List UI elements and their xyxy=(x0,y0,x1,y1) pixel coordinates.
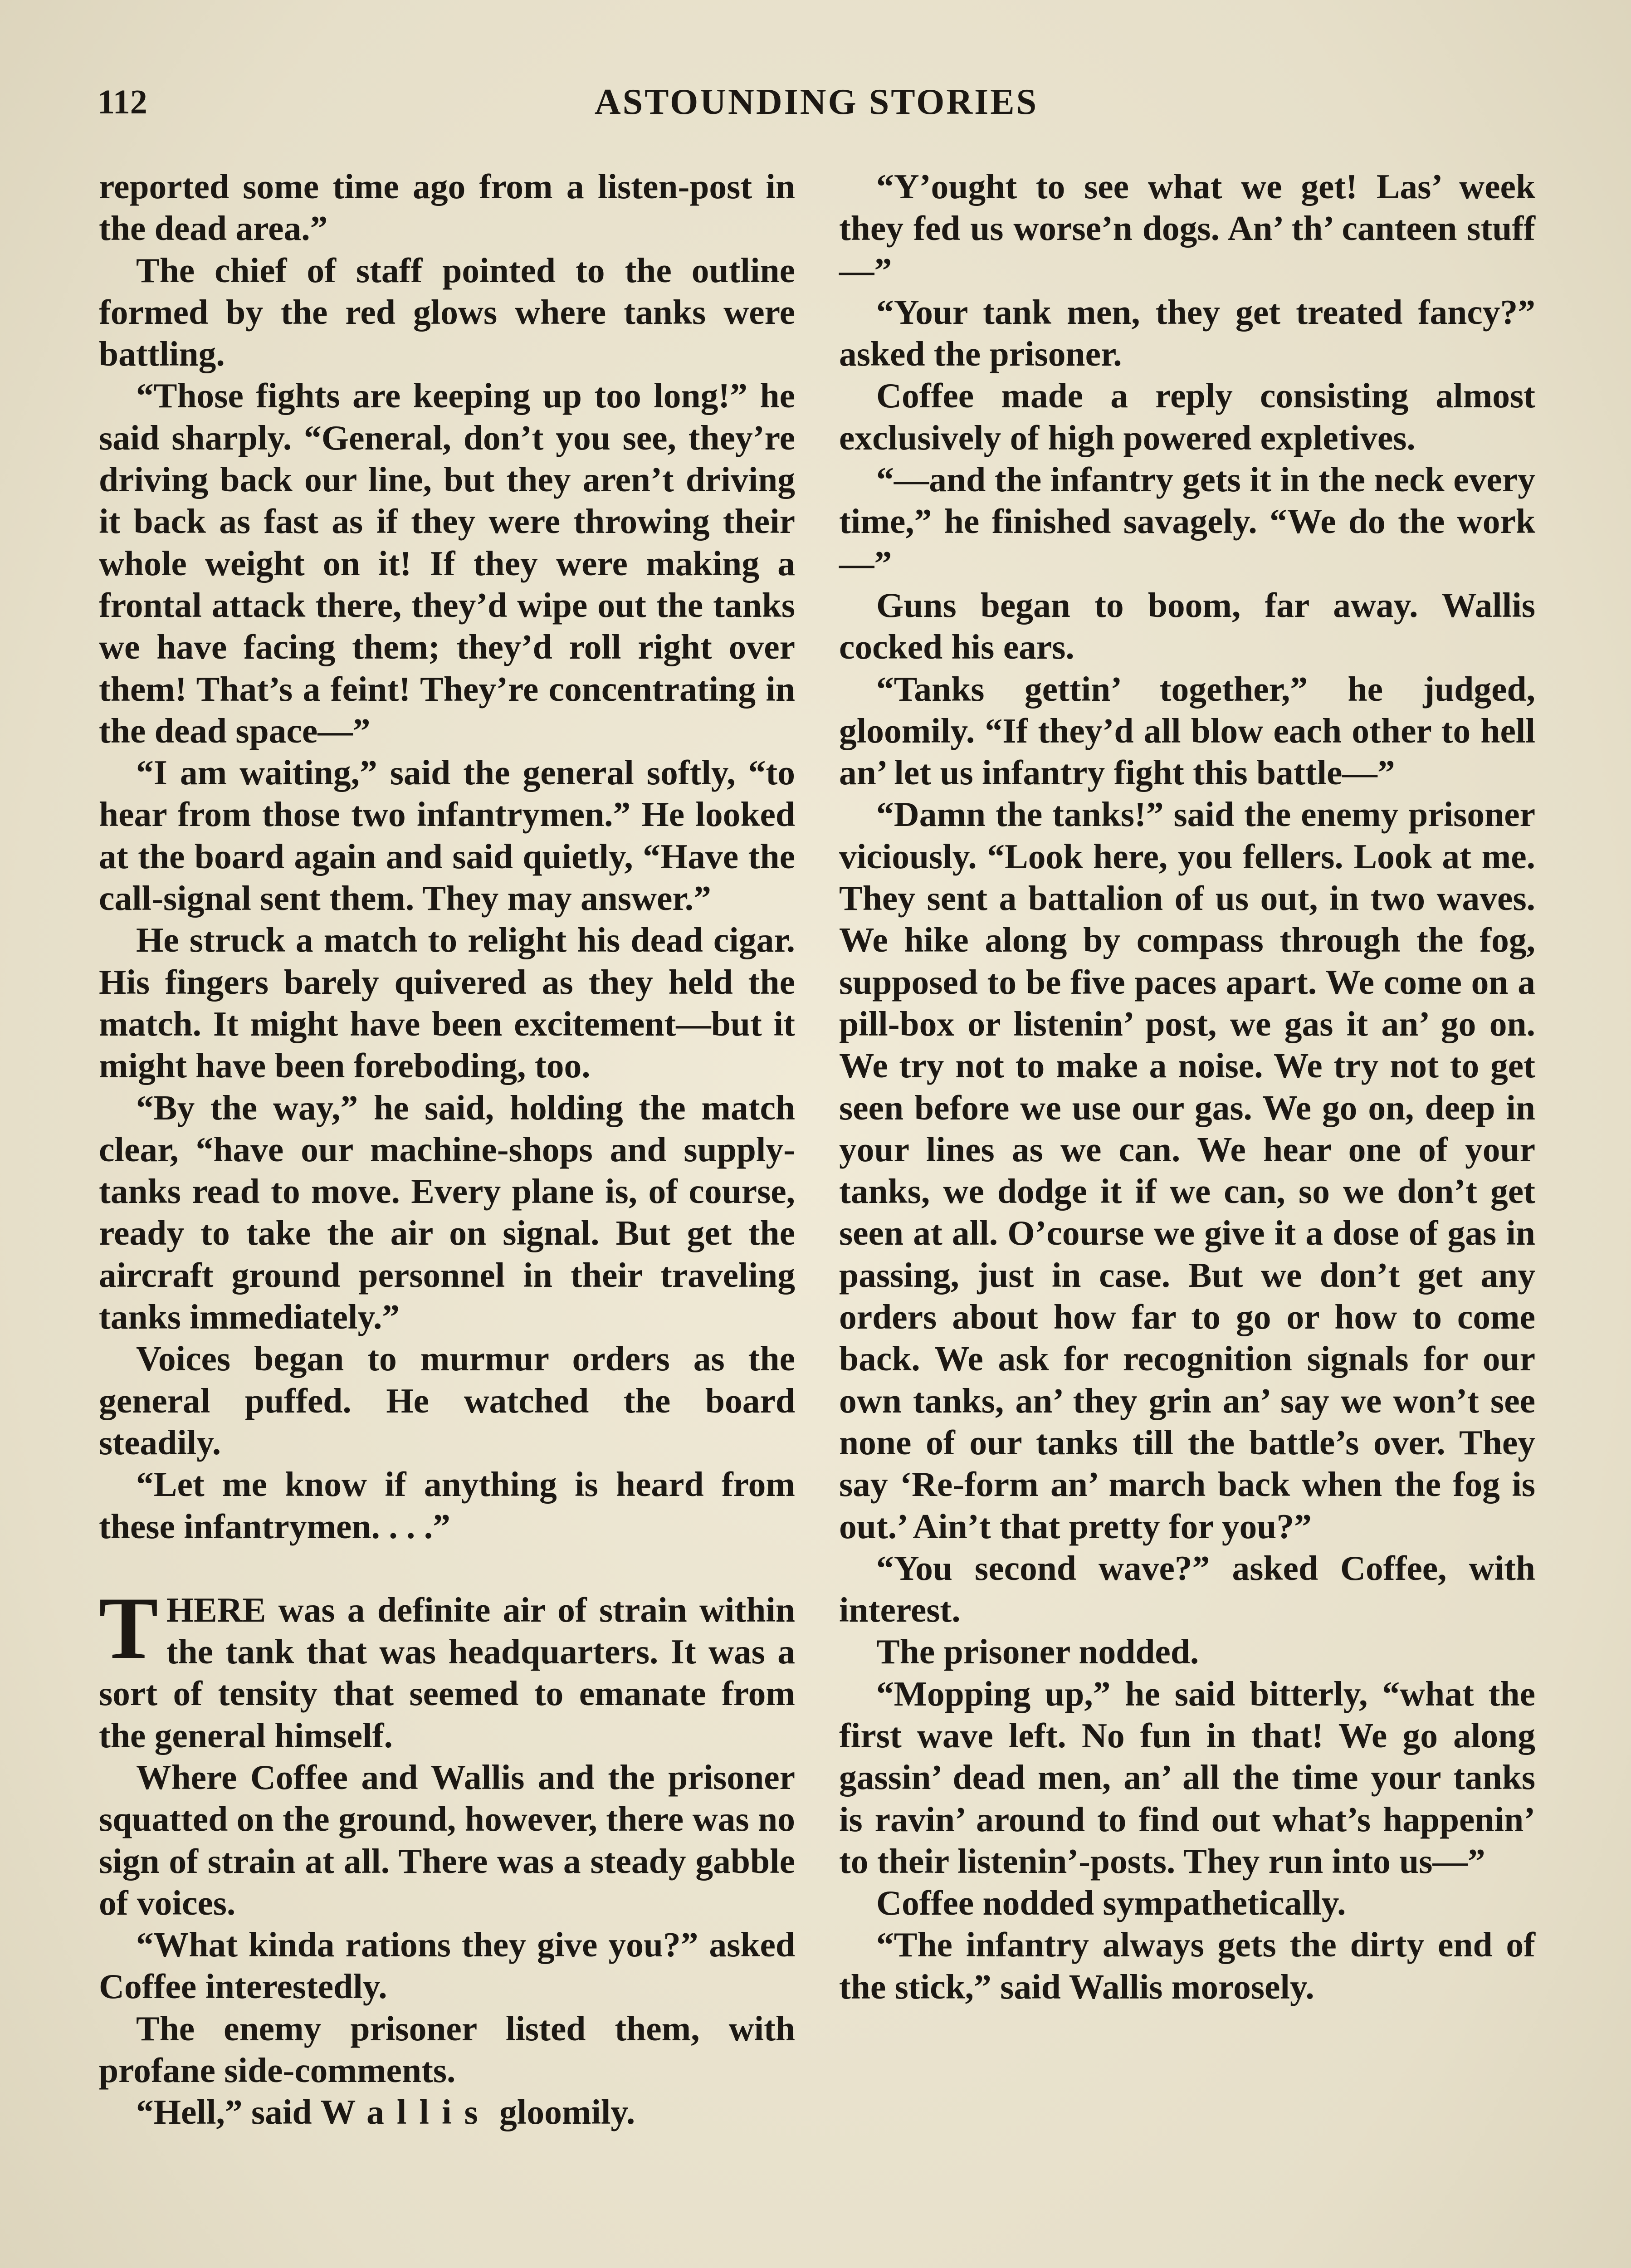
paragraph-last-left xyxy=(99,2091,795,2133)
section-break xyxy=(99,1547,795,1589)
paragraph: “Y’ought to see what we get! Las’ week they fed us worse’n dogs. An’ th’ canteen stuff—” xyxy=(839,167,1535,290)
paragraph: Guns began to boom, far away. Wallis cocked his ears. xyxy=(839,585,1535,667)
paragraph: “You second wave?” asked Coffee, with interest. xyxy=(839,1548,1535,1630)
paragraph: “Those fights are keeping up too long!” he said sharply. “General, don’t you see, they’re driving back our line, but they aren’t driving it back as fast as if they were throwing their whole weight on it! If they were making a frontal attack there, they’d wipe out the tanks we have facing them; they’d roll right over them! That’s a feint! They’re concentrating in the dead space—” xyxy=(99,376,795,750)
paragraph: The enemy prisoner listed them, with profane side-comments. xyxy=(99,2009,795,2090)
paragraph: “Let me know if anything is heard from these infantrymen. . . .” xyxy=(99,1465,795,1546)
text-fragment: “Hell,” said xyxy=(136,2092,312,2132)
paragraph: “—and the infantry gets it in the neck every time,” he finished savagely. “We do the work—” xyxy=(839,460,1535,583)
dropcap-paragraph xyxy=(99,1579,795,1756)
paragraph: “Tanks gettin’ together,” he judged, gloomily. “If they’d all blow each other to hell an’ let us infantry fight this battle—” xyxy=(839,669,1535,792)
text-fragment: gloomily. xyxy=(499,2092,635,2132)
running-title: ASTOUNDING STORIES xyxy=(594,82,1039,122)
paragraph: “Mopping up,” he said bitterly, “what the first wave left. No fun in that! We go along gassin’ dead men, an’ all the time your tanks is ravin’ around to find out what’s happenin’ to their listenin’-posts. They run into us—” xyxy=(839,1674,1535,1881)
paragraph: reported some time ago from a listen-post in the dead area.” xyxy=(99,167,795,248)
paragraph: Voices began to murmur orders as the general puffed. He watched the board steadily. xyxy=(99,1339,795,1462)
paragraph: “The infantry always gets the dirty end of the stick,” said Wallis morosely. xyxy=(839,1925,1535,2006)
letterspaced-name: Wallis xyxy=(320,2092,491,2132)
page-number: 112 xyxy=(98,83,147,121)
right-column xyxy=(839,166,1535,2268)
paragraph: Coffee nodded sympathetically. xyxy=(876,1883,1346,1923)
paragraph: “By the way,” he said, holding the match clear, “have our machine-shops and supply-tanks read to move. Every plane is, of course, ready to take the air on signal. But get the aircraft ground personnel in their traveling tanks immediately.” xyxy=(99,1088,795,1337)
dropcap-paragraph-text: HERE was a definite air of strain within the tank that was headquarters. It was a sort of tensity that seemed to emanate from the general himself. xyxy=(99,1590,795,1755)
paragraph: The prisoner nodded. xyxy=(876,1632,1199,1672)
paragraph: “Your tank men, they get treated fancy?” asked the prisoner. xyxy=(839,292,1535,374)
page-header xyxy=(98,77,1535,127)
paragraph: “What kinda rations they give you?” asked Coffee interestedly. xyxy=(99,1925,795,2006)
paragraph: “I am waiting,” said the general softly, “to hear from those two infantrymen.” He looked at the board again and said quietly, “Have the call-signal sent them. They may answer.” xyxy=(99,753,795,918)
drop-cap-letter: T xyxy=(99,1579,158,1677)
paragraph: He struck a match to relight his dead cigar. His fingers barely quivered as they held the match. It might have been excitement—but it might have been foreboding, too. xyxy=(99,920,795,1085)
paragraph: “Damn the tanks!” said the enemy prisoner viciously. “Look here, you fellers. Look at me. They sent a battalion of us out, in two waves. We hike along by compass through the fog, supposed to be five paces apart. We come on a pill-box or listenin’ post, we gas it an’ go on. We try not to make a noise. We try not to get seen before we use our gas. We go on, deep in your lines as we can. We hear one of your tanks, we dodge it if we can, so we don’t get seen at all. O’course we give it a dose of gas in passing, just in case. But we don’t get any orders about how far to go or how to come back. We ask for recognition signals for our own tanks, an’ they grin an’ say we won’t see none of our tanks till the battle’s over. They say ‘Re-form an’ march back when the fog is out.’ Ain’t that pretty for you?” xyxy=(839,795,1535,1546)
paragraph: The chief of staff pointed to the outline formed by the red glows where tanks were battling. xyxy=(99,250,795,374)
left-column xyxy=(99,166,795,2268)
paragraph: Coffee made a reply consisting almost exclusively of high powered expletives. xyxy=(839,376,1535,457)
paragraph: Where Coffee and Wallis and the prisoner squatted on the ground, however, there was no sign of strain at all. There was a steady gabble of voices. xyxy=(99,1757,795,1922)
